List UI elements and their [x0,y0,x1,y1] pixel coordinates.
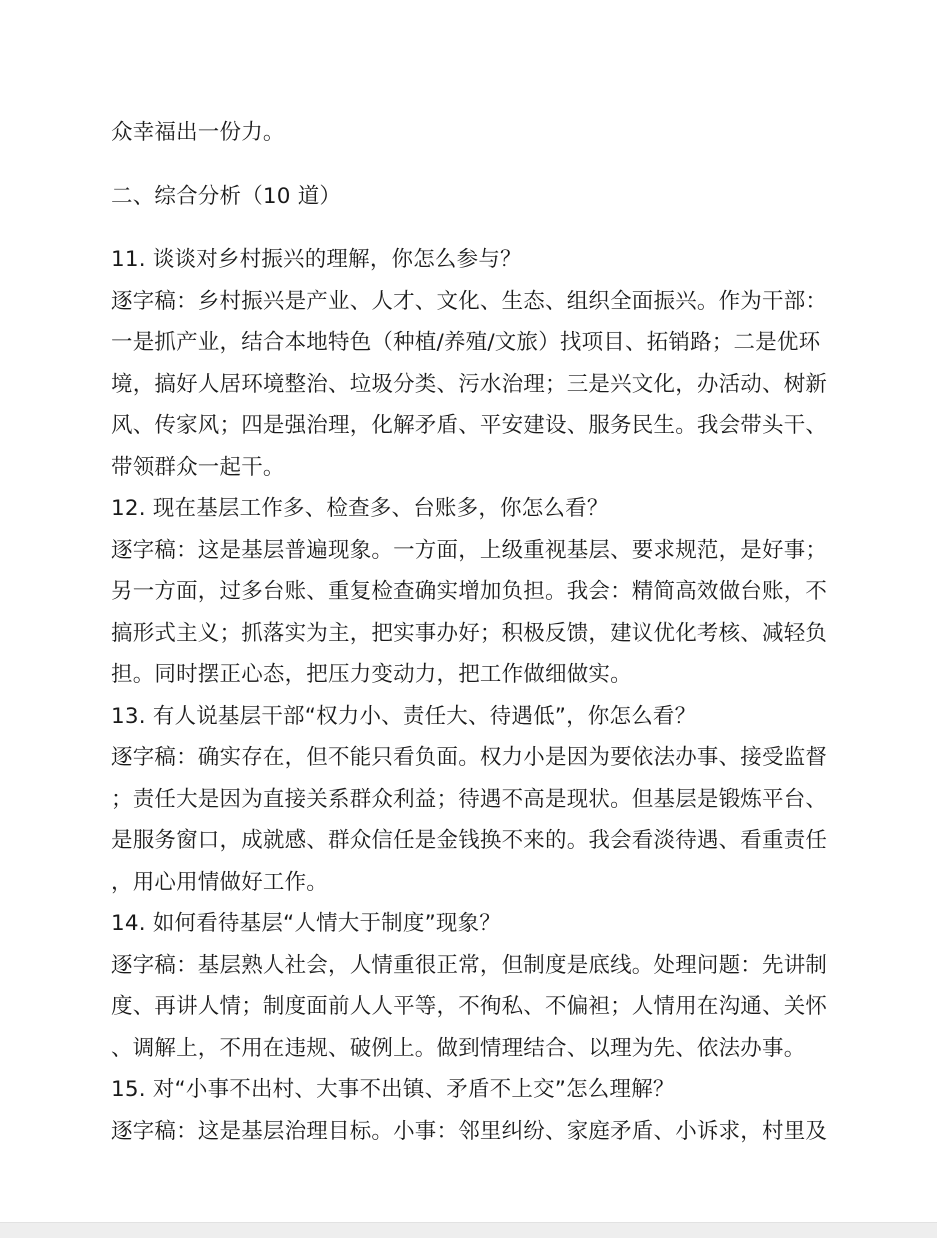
answer-12-line: 担。同时摆正心态，把压力变动力，把工作做细做实。 [111,662,632,687]
paragraph-gap [111,217,831,239]
question-11: 11. 谈谈对乡村振兴的理解，你怎么参与？ [111,247,522,272]
question-15: 15. 对“小事不出村、大事不出镇、矛盾不上交”怎么理解？ [111,1077,675,1102]
answer-11-line: 风、传家风；四是强治理，化解矛盾、平安建设、服务民生。我会带头干、 [111,413,828,438]
answer-13-line: ，用心用情做好工作。 [111,869,329,895]
answer-11-line: 带领群众一起干。 [111,454,285,480]
answer-14-line: 度、再讲人情；制度面前人人平等，不徇私、不偏袒；人情用在沟通、关怀 [111,994,828,1019]
answer-14-line: 、调解上，不用在违规、破例上。做到情理结合、以理为先、依法办事。 [111,1035,806,1061]
section-heading: 二、综合分析（10 道） [111,183,342,209]
answer-12-line: 另一方面，过多台账、重复检查确实增加负担。我会：精简高效做台账，不 [111,579,828,604]
answer-13-line: 逐字稿：确实存在，但不能只看负面。权力小是因为要依法办事、接受监督 [111,745,828,770]
answer-11-line: 一是抓产业，结合本地特色（种植/养殖/文旅）找项目、拓销路；二是优环 [111,330,821,355]
document-body [111,112,831,1152]
answer-11-line: 逐字稿：乡村振兴是产业、人才、文化、生态、组织全面振兴。作为干部： [111,288,828,314]
answer-13-line: ；责任大是因为直接关系群众利益；待遇不高是现状。但基层是锻炼平台、 [111,786,828,812]
answer-11-line: 境，搞好人居环境整治、垃圾分类、污水治理；三是兴文化，办活动、树新 [111,371,828,397]
question-13: 13. 有人说基层干部“权力小、责任大、待遇低”，你怎么看？ [111,703,697,729]
answer-12-line: 搞形式主义；抓落实为主，把实事办好；积极反馈，建议优化考核、减轻负 [111,620,828,646]
paragraph-gap [111,154,831,176]
question-12: 12. 现在基层工作多、检查多、台账多，你怎么看？ [111,496,609,521]
answer-15-line: 逐字稿：这是基层治理目标。小事：邻里纠纷、家庭矛盾、小诉求，村里及 [111,1118,828,1144]
answer-14-line: 逐字稿：基层熟人社会，人情重很正常，但制度是底线。处理问题：先讲制 [111,952,828,978]
text-line: 众幸福出一份力。 [111,120,285,145]
answer-12-line: 逐字稿：这是基层普遍现象。一方面，上级重视基层、要求规范，是好事； [111,537,828,563]
question-14: 14. 如何看待基层“人情大于制度”现象？ [111,911,502,936]
answer-13-line: 是服务窗口，成就感、群众信任是金钱换不来的。我会看淡待遇、看重责任 [111,828,828,853]
page-bottom-edge [0,1222,937,1238]
